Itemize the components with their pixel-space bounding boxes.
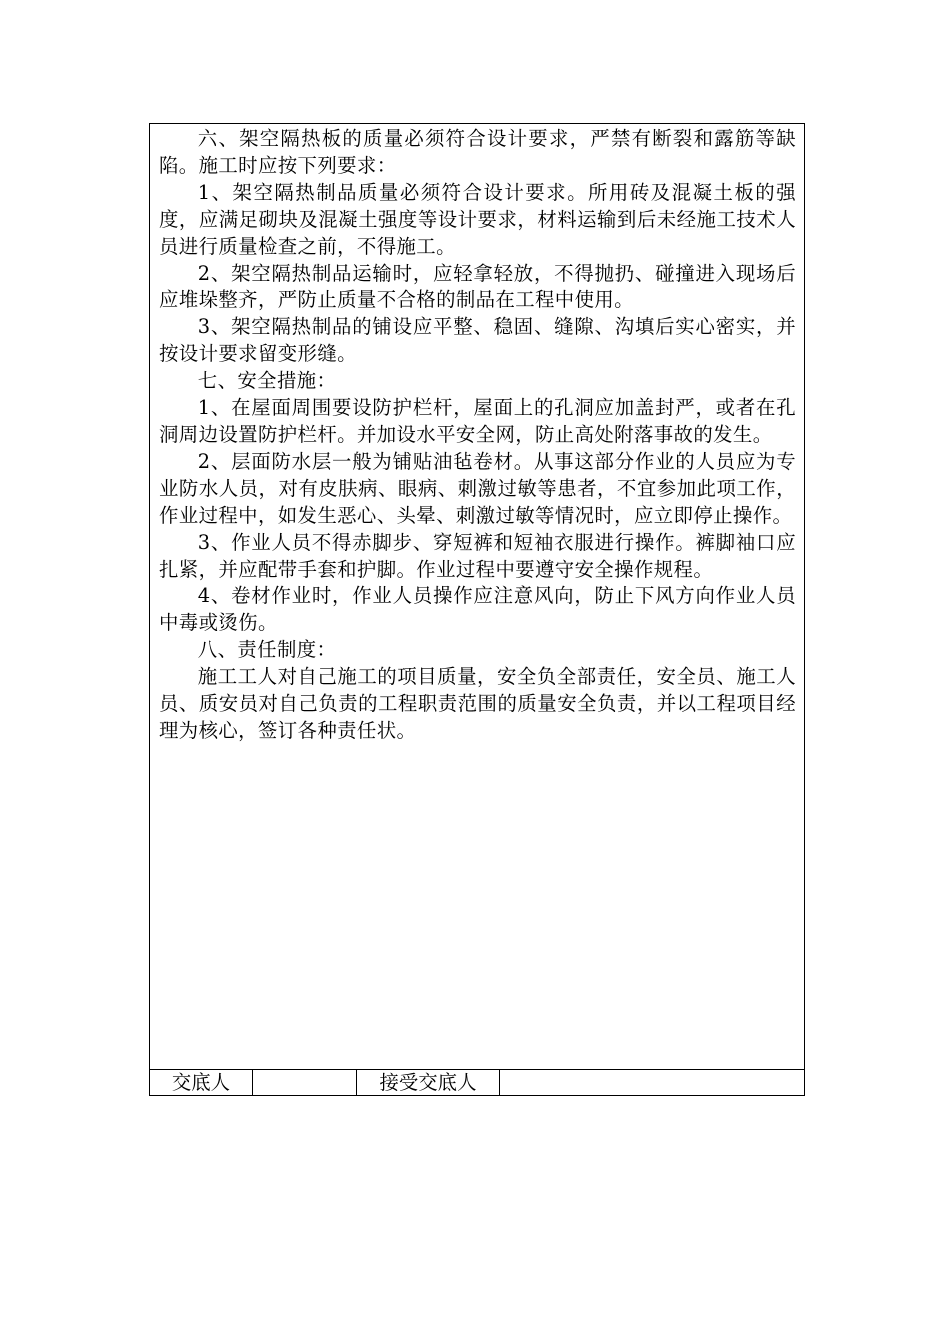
paragraph: 2、架空隔热制品运输时，应轻拿轻放，不得抛扔、碰撞进入现场后应堆垛整齐，严防止质量不合格的制品在工程中使用。 — [159, 261, 796, 312]
paragraph: 4、卷材作业时，作业人员操作应注意风向，防止下风方向作业人员中毒或烫伤。 — [159, 584, 796, 635]
receiver-label: 接受交底人 — [357, 1070, 500, 1095]
document-body — [159, 126, 796, 745]
handover-person-field[interactable] — [253, 1070, 357, 1095]
paragraph: 3、作业人员不得赤脚步、穿短裤和短袖衣服进行操作。裤脚袖口应扎紧，并应配带手套和护脚。作业过程中要遵守安全操作规程。 — [159, 530, 796, 581]
signature-row — [150, 1069, 804, 1095]
paragraph: 1、在屋面周围要设防护栏杆，屋面上的孔洞应加盖封严，或者在孔洞周边设置防护栏杆。并加设水平安全网，防止高处附落事故的发生。 — [159, 396, 796, 446]
handover-person-label: 交底人 — [150, 1070, 253, 1095]
handover-sheet — [149, 123, 805, 1096]
paragraph: 施工工人对自己施工的项目质量，安全负全部责任，安全员、施工人员、质安员对自己负责的工程职责范围的质量安全负责，并以工程项目经理为核心，签订各种责任状。 — [159, 665, 796, 742]
paragraph: 1、架空隔热制品质量必须符合设计要求。所用砖及混凝土板的强度，应满足砌块及混凝土强度等设计要求，材料运输到后未经施工技术人员进行质量检查之前，不得施工。 — [159, 180, 796, 258]
section-heading: 七、安全措施： — [197, 369, 337, 393]
section-heading: 八、责任制度： — [197, 638, 337, 662]
receiver-field[interactable] — [500, 1070, 804, 1095]
paragraph: 3、架空隔热制品的铺设应平整、稳固、缝隙、沟填后实心密实，并按设计要求留变形缝。 — [159, 315, 796, 366]
paragraph: 2、层面防水层一般为铺贴油毡卷材。从事这部分作业的人员应为专业防水人员，对有皮肤病、眼病、刺激过敏等患者，不宜参加此项工作，作业过程中，如发生恶心、头晕、刺激过敏等情况时，应立即停止操作。 — [159, 449, 796, 527]
paragraph: 六、架空隔热板的质量必须符合设计要求，严禁有断裂和露筋等缺陷。施工时应按下列要求： — [159, 127, 796, 177]
